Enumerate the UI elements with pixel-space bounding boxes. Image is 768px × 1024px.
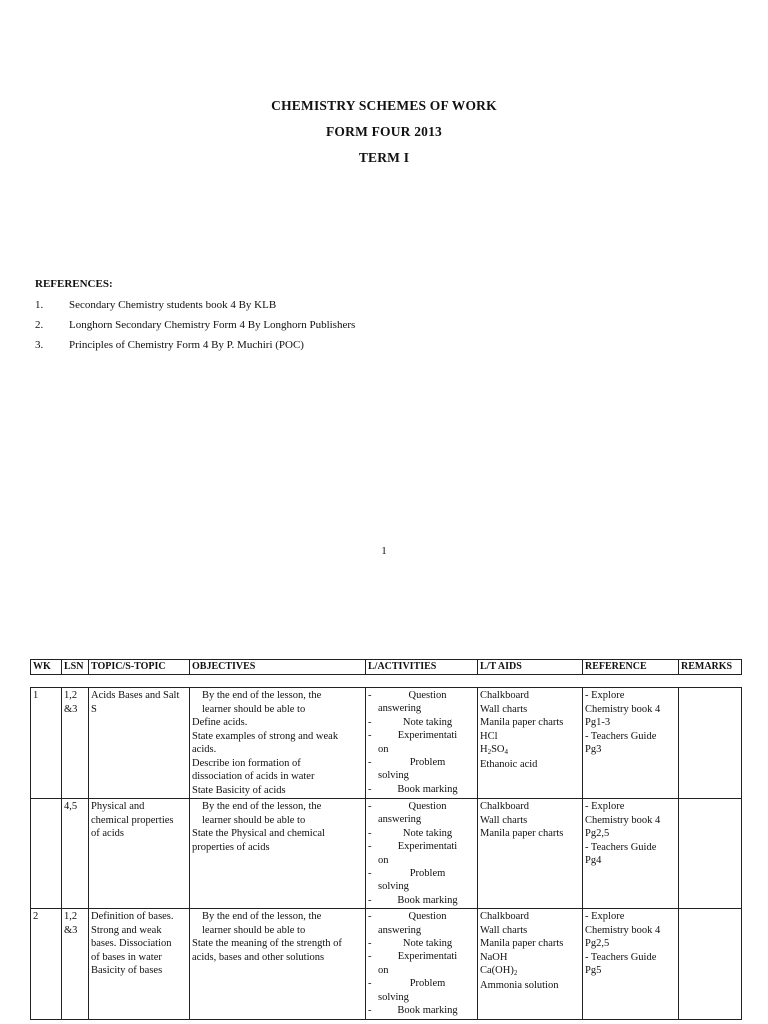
- reference-item: [35, 335, 355, 355]
- cell-remarks: [679, 688, 742, 799]
- header-topic: TOPIC/S-TOPIC: [89, 660, 190, 675]
- cell-aids: Chalkboard Wall charts Manila paper charts: [478, 799, 583, 909]
- title-line-1: CHEMISTRY SCHEMES OF WORK: [271, 98, 497, 113]
- activity-item: - Book marking: [368, 894, 458, 906]
- activity-item: - Problem solving: [368, 868, 446, 893]
- reference-text: Longhorn Secondary Chemistry Form 4 By Longhorn Publishers: [69, 319, 356, 331]
- reference-text: Principles of Chemistry Form 4 By P. Muchiri (POC): [69, 339, 304, 351]
- cell-activities: [366, 909, 478, 1019]
- reference-item: [35, 315, 355, 335]
- header-remarks: REMARKS: [679, 660, 742, 675]
- activity-item: - Note taking: [368, 938, 453, 950]
- activity-item: - Question answering: [368, 801, 447, 826]
- cell-activities: [366, 799, 478, 909]
- cell-activities: [366, 688, 478, 799]
- reference-number: 3.: [35, 339, 44, 351]
- header-activities: L/ACTIVITIES: [366, 660, 478, 675]
- cell-lsn: 1,2 &3: [62, 909, 89, 1019]
- cell-aids: Chalkboard Wall charts Manila paper charts NaOH $Ca(OH)_2$ Ammonia solution: [478, 909, 583, 1019]
- page-number: 1: [381, 545, 387, 557]
- header-aids: L/T AIDS: [478, 660, 583, 675]
- cell-objectives: By the end of the lesson, the learner should be able to State the Physical and chemical properties of acids: [190, 799, 366, 909]
- cell-wk: [31, 799, 62, 909]
- references-section: [35, 278, 355, 355]
- header-wk: WK: [31, 660, 62, 675]
- cell-lsn: 1,2 &3: [62, 688, 89, 799]
- cell-reference: - Explore Chemistry book 4 Pg2,5 - Teachers Guide Pg5: [583, 909, 679, 1019]
- title-line-2: FORM FOUR 2013: [325, 124, 443, 139]
- title-line-3: TERM I: [358, 150, 410, 165]
- activity-item: - Experimentati on: [368, 951, 458, 976]
- document-title: [0, 93, 768, 171]
- cell-wk: 1: [31, 688, 62, 799]
- cell-lsn: 4,5: [62, 799, 89, 909]
- reference-text: Secondary Chemistry students book 4 By KLB: [69, 299, 277, 311]
- table-row: [31, 909, 742, 1019]
- activity-item: - Note taking: [368, 716, 453, 728]
- reference-item: [35, 295, 355, 315]
- activity-item: - Problem solving: [368, 978, 446, 1003]
- cell-topic: Definition of bases. Strong and weak bases. Dissociation of bases in water Basicity of bases: [89, 909, 190, 1019]
- header-lsn: LSN: [62, 660, 89, 675]
- cell-topic: Acids Bases and Salt S: [89, 688, 190, 799]
- header-objectives: OBJECTIVES: [190, 660, 366, 675]
- reference-number: 1.: [35, 299, 44, 311]
- activity-item: - Experimentati on: [368, 730, 458, 755]
- activity-item: - Question answering: [368, 690, 447, 715]
- scheme-table-body: [30, 687, 742, 1020]
- cell-aids: Chalkboard Wall charts Manila paper charts HCl $H_2SO_4$ Ethanoic acid: [478, 688, 583, 799]
- cell-reference: - Explore Chemistry book 4 Pg1-3 - Teachers Guide Pg3: [583, 688, 679, 799]
- activity-item: - Book marking: [368, 783, 458, 795]
- cell-wk: 2: [31, 909, 62, 1019]
- header-reference: REFERENCE: [583, 660, 679, 675]
- cell-remarks: [679, 799, 742, 909]
- activity-item: - Question answering: [368, 911, 447, 936]
- header-row: [31, 660, 742, 675]
- reference-number: 2.: [35, 319, 44, 331]
- cell-remarks: [679, 909, 742, 1019]
- table-row: [31, 799, 742, 909]
- activity-item: - Problem solving: [368, 757, 446, 782]
- references-heading: REFERENCES:: [35, 278, 113, 290]
- scheme-table-header: [30, 659, 742, 675]
- cell-reference: - Explore Chemistry book 4 Pg2,5 - Teachers Guide Pg4: [583, 799, 679, 909]
- cell-topic: Physical and chemical properties of acids: [89, 799, 190, 909]
- activity-item: - Book marking: [368, 1005, 458, 1017]
- table-row: [31, 688, 742, 799]
- cell-objectives: By the end of the lesson, the learner should be able to State the meaning of the strength of acids, bases and other solutions: [190, 909, 366, 1019]
- activity-item: - Experimentati on: [368, 841, 458, 866]
- cell-objectives: By the end of the lesson, the learner should be able to Define acids. State examples of strong and weak acids. Describe ion formation of dissociation of acids in water State Basicity of acids: [190, 688, 366, 799]
- activity-item: - Note taking: [368, 827, 453, 839]
